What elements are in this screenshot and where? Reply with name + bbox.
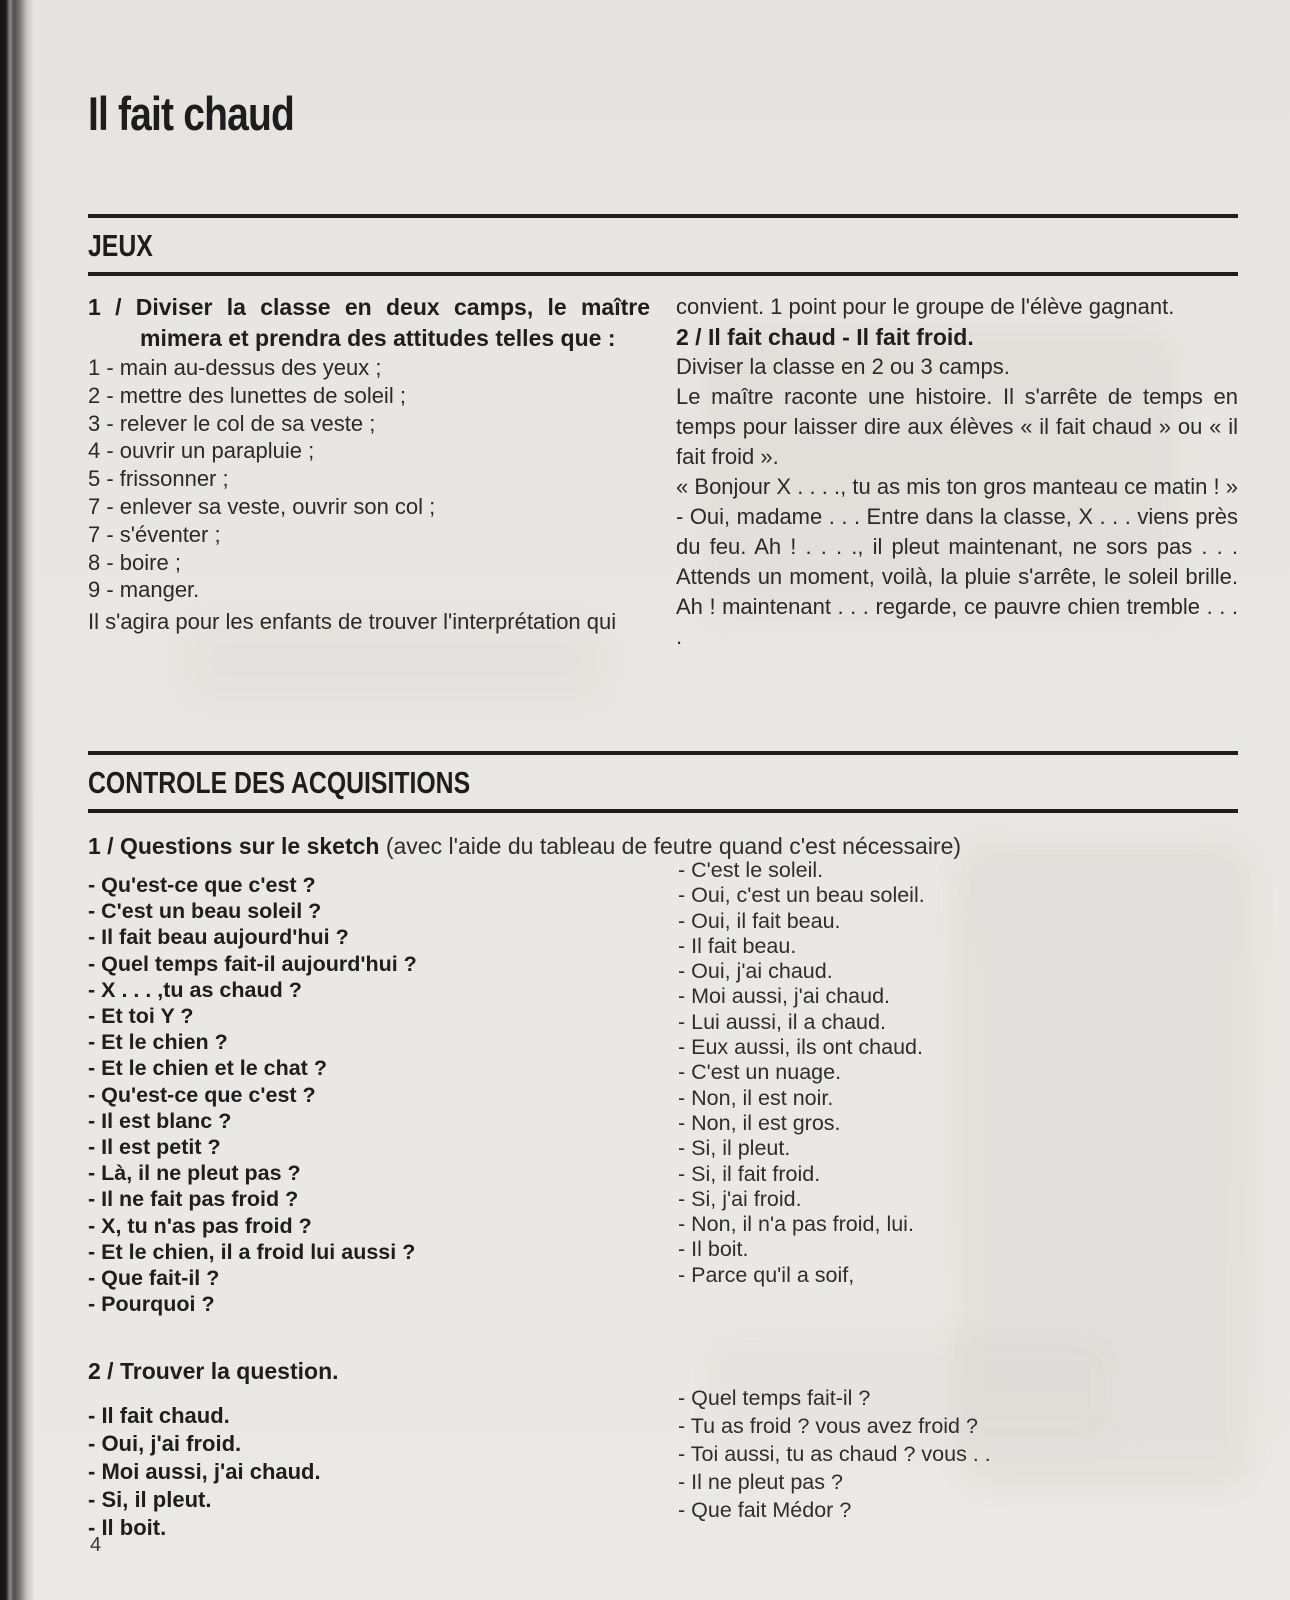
question-item: - Et le chien ?: [88, 1030, 228, 1055]
answer-item: - Non, il est gros.: [678, 1110, 841, 1135]
exercise1-subtitle: (avec l'aide du tableau de feutre quand c'est nécessaire): [385, 833, 962, 859]
answer-item: - Lui aussi, il a chaud.: [678, 1009, 886, 1034]
exercise1-body: [88, 858, 1238, 1317]
answer-item: - Eux aussi, ils ont chaud.: [678, 1035, 923, 1060]
find-question-list: [678, 1384, 1238, 1542]
list-item: 7 - s'éventer ;: [88, 521, 221, 547]
question-item: - Et le chien et le chat ?: [88, 1056, 327, 1081]
found-question-item: - Que fait Médor ?: [678, 1498, 852, 1522]
page-title-text: Il fait chaud: [88, 87, 294, 140]
page-title: [88, 86, 1238, 141]
found-question-item: - Toi aussi, tu as chaud ? vous . .: [678, 1442, 991, 1466]
list-item: 7 - enlever sa veste, ouvrir son col ;: [88, 493, 436, 519]
question-item: - Et toi Y ?: [88, 1004, 194, 1029]
answer-item: - Si, j'ai froid.: [678, 1186, 802, 1211]
found-question-item: - Quel temps fait-il ?: [678, 1386, 871, 1410]
found-question-item: - Tu as froid ? vous avez froid ?: [678, 1414, 978, 1438]
answer-item: - Oui, j'ai chaud.: [678, 959, 833, 984]
answer-item: - Il fait beau.: [678, 933, 797, 958]
jeux-right-column: [676, 292, 1238, 659]
activity2-heading: [676, 322, 1238, 352]
question-item: - X, tu n'as pas froid ?: [88, 1213, 312, 1238]
activity2-title: Il fait chaud - Il fait froid.: [707, 324, 974, 350]
activity1-closing-left: Il s'agira pour les enfants de trouver l'interprétation qui: [88, 609, 617, 635]
answer-item: - Oui, il fait beau.: [678, 908, 841, 933]
statements-list: [88, 1402, 678, 1542]
activity1-title: Diviser la classe en deux camps, le maître mimera et prendra des attitudes telles que :: [135, 294, 651, 351]
jeux-left-column: [88, 292, 650, 659]
question-item: - Il fait beau aujourd'hui ?: [88, 925, 349, 950]
list-item: 1 - main au-dessus des yeux ;: [88, 355, 382, 380]
question-item: - C'est un beau soleil ?: [88, 899, 322, 924]
answer-item: - Non, il est noir.: [678, 1085, 834, 1110]
exercise1-label: 1 /: [88, 833, 114, 859]
exercise2-title: Trouver la question.: [119, 1358, 339, 1384]
statement-item: - Moi aussi, j'ai chaud.: [88, 1459, 321, 1484]
answer-item: - Il boit.: [678, 1237, 749, 1262]
questions-list: [88, 872, 678, 1317]
section-title-controle: CONTROLE DES ACQUISITIONS: [88, 765, 471, 800]
question-item: - Quel temps fait-il aujourd'hui ?: [88, 951, 417, 976]
book-binding-edge: [0, 0, 34, 1600]
answer-item: - Parce qu'il a soif,: [678, 1262, 855, 1287]
jeux-body: [88, 292, 1238, 659]
list-item: 2 - mettre des lunettes de soleil ;: [88, 382, 406, 408]
answers-list: [678, 858, 1238, 1317]
question-item: - Là, il ne pleut pas ?: [88, 1161, 301, 1186]
activity2-paragraph: Le maître raconte une histoire. Il s'arrête de temps en temps pour laisser dire aux élèves « il fait chaud » ou « il fait froid ».: [676, 384, 1238, 469]
activity2-label: 2 /: [676, 324, 702, 350]
exercise1-title: Questions sur le sketch: [119, 833, 380, 859]
list-item: 4 - ouvrir un parapluie ;: [88, 438, 315, 464]
answer-item: - Oui, c'est un beau soleil.: [678, 883, 925, 908]
section-title-jeux: JEUX: [88, 228, 153, 263]
exercise2-left-column: [88, 1348, 678, 1542]
found-question-item: - Il ne pleut pas ?: [678, 1470, 843, 1494]
section-header-jeux: [88, 214, 1238, 276]
exercise1-heading: [88, 831, 1238, 861]
activity1-closing-right: convient. 1 point pour le groupe de l'élève gagnant.: [676, 294, 1175, 319]
question-item: - Que fait-il ?: [88, 1266, 220, 1291]
question-item: - Il ne fait pas froid ?: [88, 1187, 299, 1212]
question-item: - Il est petit ?: [88, 1135, 221, 1160]
answer-item: - C'est un nuage.: [678, 1060, 842, 1085]
question-item: - Qu'est-ce que c'est ?: [88, 1082, 316, 1107]
question-item: - Il est blanc ?: [88, 1108, 232, 1133]
activity1-heading: [88, 292, 650, 354]
question-item: - Qu'est-ce que c'est ?: [88, 873, 316, 897]
page-number: 4: [90, 1534, 102, 1556]
exercise2-body: [88, 1348, 1238, 1542]
activity1-label: 1 /: [88, 294, 122, 320]
question-item: - Pourquoi ?: [88, 1292, 215, 1317]
exercise2-label: 2 /: [88, 1358, 114, 1384]
list-item: 8 - boire ;: [88, 549, 181, 575]
list-item: 5 - frissonner ;: [88, 466, 229, 492]
statement-item: - Il fait chaud.: [88, 1403, 230, 1428]
exercise2-heading: [88, 1356, 678, 1386]
answer-item: - Moi aussi, j'ai chaud.: [678, 984, 891, 1009]
statement-item: - Si, il pleut.: [88, 1487, 212, 1512]
answer-item: - Si, il fait froid.: [678, 1161, 821, 1186]
question-item: - X . . . ,tu as chaud ?: [88, 977, 302, 1002]
answer-item: - Non, il n'a pas froid, lui.: [678, 1212, 914, 1237]
list-item: 3 - relever le col de sa veste ;: [88, 410, 376, 436]
answer-item: - C'est le soleil.: [678, 858, 824, 882]
statement-item: - Il boit.: [88, 1515, 167, 1540]
activity2-paragraph: « Bonjour X . . . ., tu as mis ton gros manteau ce matin ! » - Oui, madame . . . Entre dans la classe, X . . . viens près du feu. Ah ! . . . ., il pleut maintenant, ne sors pas . . . Attends un moment, voilà, la pluie s'arrête, le soleil brille. Ah ! maintenant . . . regarde, ce pauvre chien tremble . . . .: [676, 474, 1238, 649]
question-item: - Et le chien, il a froid lui aussi ?: [88, 1239, 416, 1264]
mime-actions-list: [88, 354, 650, 604]
answer-item: - Si, il pleut.: [678, 1136, 791, 1161]
list-item: 9 - manger.: [88, 577, 200, 603]
statement-item: - Oui, j'ai froid.: [88, 1431, 242, 1456]
section-header-controle: [88, 751, 1238, 813]
activity2-paragraph: Diviser la classe en 2 ou 3 camps.: [676, 354, 1010, 379]
